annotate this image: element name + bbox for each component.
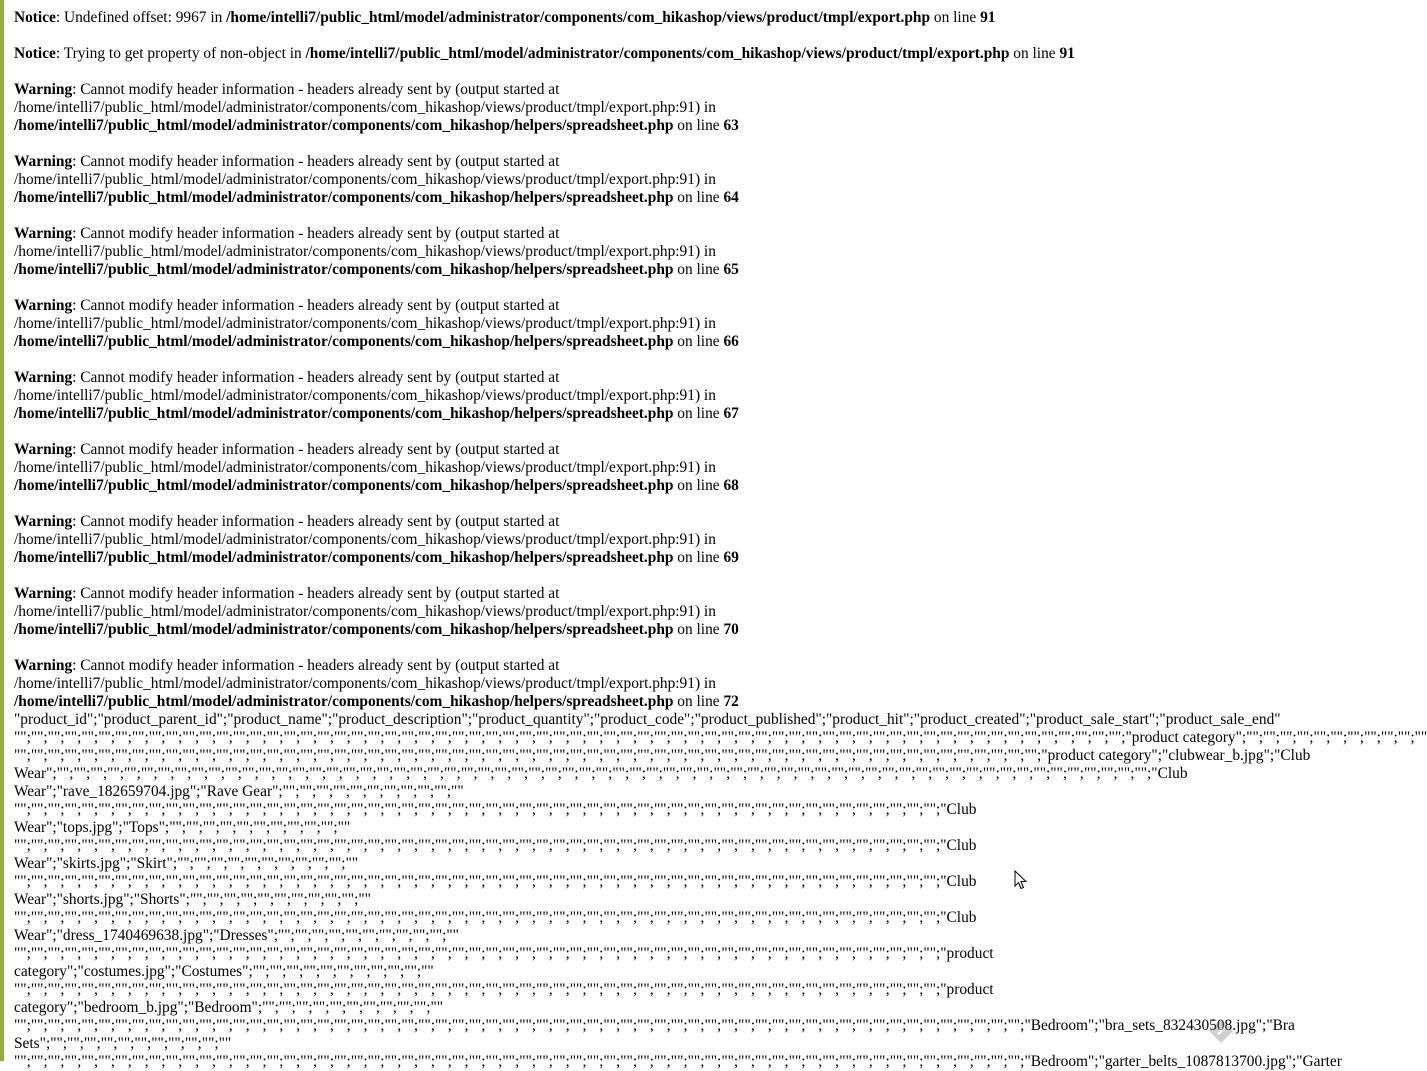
notice-message: Notice: Trying to get property of non-object in /home/intelli7/public_html/model/administrator/components/com_hikashop/views/product/tmpl/export.php on line 91 bbox=[14, 45, 1075, 62]
message-type: Notice bbox=[14, 9, 56, 26]
csv-line: Wear";"shorts.jpg";"Shorts";"";"";"";"";"";"";"";"";"";"";"" bbox=[14, 891, 371, 908]
warning-message: Warning: Cannot modify header information - headers already sent by (output started at /home/intelli7/public_html/model/administrator/components/com_hikashop/views/product/tmpl/export.php:91) in /home/intelli7/public_html/model/administrator/components/com_hikashop/helpers/spreadsheet.php on line 65 bbox=[14, 225, 739, 278]
csv-line: "";"";"";"";"";"";"";"";"";"";"";"";"";"";"";"";"";"";"";"";"";"";"";"";"";"";"";"";"";"";"";"";"";"";"";"";"";"";"";"";"";"";"";"";"";"";"";"";"";"";"";"";"";"";"";"Club bbox=[14, 837, 977, 854]
warning-message: Warning: Cannot modify header information - headers already sent by (output started at /home/intelli7/public_html/model/administrator/components/com_hikashop/views/product/tmpl/export.php:91) in /home/intelli7/public_html/model/administrator/components/com_hikashop/helpers/spreadsheet.php on line 69 bbox=[14, 513, 739, 566]
warning-message: Warning: Cannot modify header information - headers already sent by (output started at /home/intelli7/public_html/model/administrator/components/com_hikashop/views/product/tmpl/export.php:91) in /home/intelli7/public_html/model/administrator/components/com_hikashop/helpers/spreadsheet.php on line 64 bbox=[14, 153, 739, 206]
pencil-badge-icon[interactable] bbox=[1208, 1018, 1234, 1044]
error-output bbox=[14, 9, 1427, 1071]
csv-line: Wear";"";"";"";"";"";"";"";"";"";"";"";"";"";"";"";"";"";"";"";"";"";"";"";"";"";"";"";"";"";"";"";"";"";"";"";"";"";"";"";"";"";"";"";"";"";"";"";"";"";"";"";"";"";"";"";"";"";"";"";"";"";"";"";"";"";"Club bbox=[14, 765, 1188, 782]
csv-line: "";"";"";"";"";"";"";"";"";"";"";"";"";"";"";"";"";"";"";"";"";"";"";"";"";"";"";"";"";"";"";"";"";"";"";"";"";"";"";"";"";"";"";"";"";"";"";"";"";"";"";"";"";"";"";"Club bbox=[14, 873, 977, 890]
message-type: Notice bbox=[14, 45, 56, 62]
warning-message: Warning: Cannot modify header information - headers already sent by (output started at /home/intelli7/public_html/model/administrator/components/com_hikashop/views/product/tmpl/export.php:91) in /home/intelli7/public_html/model/administrator/components/com_hikashop/helpers/spreadsheet.php on line 66 bbox=[14, 297, 739, 350]
warning-message: Warning: Cannot modify header information - headers already sent by (output started at /home/intelli7/public_html/model/administrator/components/com_hikashop/views/product/tmpl/export.php:91) in /home/intelli7/public_html/model/administrator/components/com_hikashop/helpers/spreadsheet.php on line 68 bbox=[14, 441, 739, 494]
csv-line: Wear";"rave_182659704.jpg";"Rave Gear";"";"";"";"";"";"";"";"";"";"";"" bbox=[14, 783, 464, 800]
csv-line: "";"";"";"";"";"";"";"";"";"";"";"";"";"";"";"";"";"";"";"";"";"";"";"";"";"";"";"";"";"";"";"";"";"";"";"";"";"";"";"";"";"";"";"";"";"";"";"";"";"";"";"";"";"";"";"";"";"";"";"";"";"";"";"";"";"";"product category";"";"";"";"";"";"";"";"";"";"";"" bbox=[14, 729, 1427, 746]
warning-message: Warning: Cannot modify header information - headers already sent by (output started at /home/intelli7/public_html/model/administrator/components/com_hikashop/views/product/tmpl/export.php:91) in /home/intelli7/public_html/model/administrator/components/com_hikashop/helpers/spreadsheet.php on line 67 bbox=[14, 369, 739, 422]
csv-line: Wear";"tops.jpg";"Tops";"";"";"";"";"";"";"";"";"";"";"" bbox=[14, 819, 351, 836]
csv-line: "";"";"";"";"";"";"";"";"";"";"";"";"";"";"";"";"";"";"";"";"";"";"";"";"";"";"";"";"";"";"";"";"";"";"";"";"";"";"";"";"";"";"";"";"";"";"";"";"";"";"";"";"";"";"";"";"";"";"";"";"Bedroom";"bra_sets_832430508.jpg";"Bra bbox=[14, 1017, 1295, 1034]
csv-line: "";"";"";"";"";"";"";"";"";"";"";"";"";"";"";"";"";"";"";"";"";"";"";"";"";"";"";"";"";"";"";"";"";"";"";"";"";"";"";"";"";"";"";"";"";"";"";"";"";"";"";"";"";"";"";"Club bbox=[14, 801, 977, 818]
csv-line: "";"";"";"";"";"";"";"";"";"";"";"";"";"";"";"";"";"";"";"";"";"";"";"";"";"";"";"";"";"";"";"";"";"";"";"";"";"";"";"";"";"";"";"";"";"";"";"";"";"";"";"";"";"";"";"";"";"";"";"";"";"product category";"clubwear_b.jpg";"Club bbox=[14, 747, 1311, 764]
csv-line: "";"";"";"";"";"";"";"";"";"";"";"";"";"";"";"";"";"";"";"";"";"";"";"";"";"";"";"";"";"";"";"";"";"";"";"";"";"";"";"";"";"";"";"";"";"";"";"";"";"";"";"";"";"";"";"";"";"";"";"";"Bedroom";"garter_belts_1087813700.jpg";"Garter bbox=[14, 1053, 1342, 1070]
notice-message: Notice: Undefined offset: 9967 in /home/intelli7/public_html/model/administrator/components/com_hikashop/views/product/tmpl/export.php on line 91 bbox=[14, 9, 996, 26]
warning-message: Warning: Cannot modify header information - headers already sent by (output started at /home/intelli7/public_html/model/administrator/components/com_hikashop/views/product/tmpl/export.php:91) in /home/intelli7/public_html/model/administrator/components/com_hikashop/helpers/spreadsheet.php on line 70 bbox=[14, 585, 739, 638]
csv-line: category";"bedroom_b.jpg";"Bedroom";"";"";"";"";"";"";"";"";"";"";"" bbox=[14, 999, 444, 1016]
csv-line: category";"costumes.jpg";"Costumes";"";"";"";"";"";"";"";"";"";"";"" bbox=[14, 963, 434, 980]
csv-line: "";"";"";"";"";"";"";"";"";"";"";"";"";"";"";"";"";"";"";"";"";"";"";"";"";"";"";"";"";"";"";"";"";"";"";"";"";"";"";"";"";"";"";"";"";"";"";"";"";"";"";"";"";"";"";"product bbox=[14, 981, 994, 998]
warning-message: Warning: Cannot modify header information - headers already sent by (output started at /home/intelli7/public_html/model/administrator/components/com_hikashop/views/product/tmpl/export.php:91) in /home/intelli7/public_html/model/administrator/components/com_hikashop/helpers/spreadsheet.php on line 72 bbox=[14, 657, 739, 710]
csv-line: Wear";"dress_1740469638.jpg";"Dresses";"";"";"";"";"";"";"";"";"";"";"" bbox=[14, 927, 459, 944]
csv-line: "product_id";"product_parent_id";"product_name";"product_description";"product_quantity";"product_code";"product_published";"product_hit";"product_created";"product_sale_start";"product_sale_end" bbox=[14, 711, 1281, 728]
csv-line: "";"";"";"";"";"";"";"";"";"";"";"";"";"";"";"";"";"";"";"";"";"";"";"";"";"";"";"";"";"";"";"";"";"";"";"";"";"";"";"";"";"";"";"";"";"";"";"";"";"";"";"";"";"";"";"product bbox=[14, 945, 994, 962]
csv-line: Sets";"";"";"";"";"";"";"";"";"";"";"" bbox=[14, 1035, 232, 1052]
mouse-pointer-icon bbox=[1014, 870, 1028, 890]
csv-line: "";"";"";"";"";"";"";"";"";"";"";"";"";"";"";"";"";"";"";"";"";"";"";"";"";"";"";"";"";"";"";"";"";"";"";"";"";"";"";"";"";"";"";"";"";"";"";"";"";"";"";"";"";"";"";"Club bbox=[14, 909, 977, 926]
csv-output bbox=[14, 711, 1427, 1071]
csv-line: Wear";"skirts.jpg";"Skirt";"";"";"";"";"";"";"";"";"";"";"" bbox=[14, 855, 359, 872]
left-accent-border bbox=[0, 0, 4, 1061]
warning-message: Warning: Cannot modify header information - headers already sent by (output started at /home/intelli7/public_html/model/administrator/components/com_hikashop/views/product/tmpl/export.php:91) in /home/intelli7/public_html/model/administrator/components/com_hikashop/helpers/spreadsheet.php on line 63 bbox=[14, 81, 739, 134]
